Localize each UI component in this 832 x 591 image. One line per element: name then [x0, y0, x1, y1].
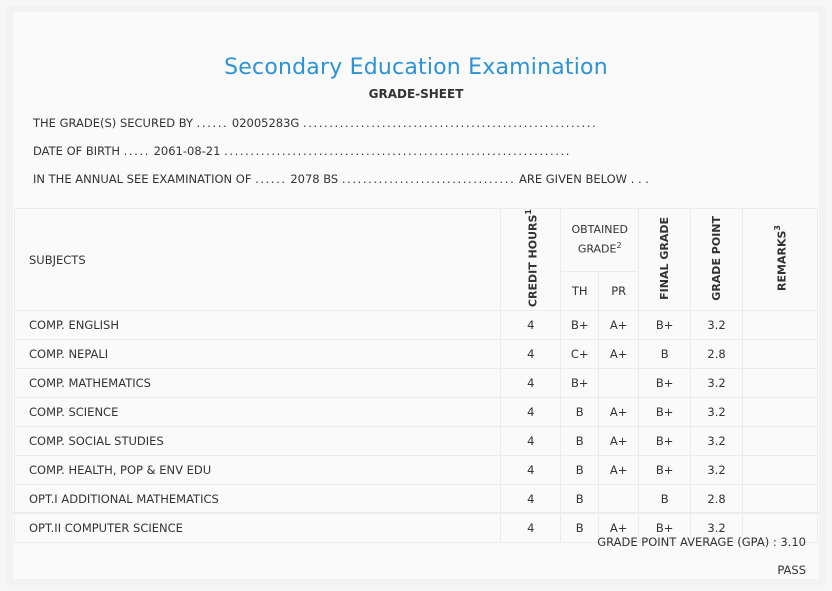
- exam-label: IN THE ANNUAL SEE EXAMINATION OF: [33, 172, 252, 186]
- th-grade-cell: B+: [561, 311, 599, 340]
- remarks-cell: [743, 398, 818, 427]
- table-row: [15, 456, 818, 485]
- subject-cell: COMP. SOCIAL STUDIES: [15, 427, 501, 456]
- page-frame: [7, 6, 825, 585]
- pr-grade-cell: A+: [599, 398, 639, 427]
- th-grade-cell: B+: [561, 369, 599, 398]
- subject-cell: COMP. ENGLISH: [15, 311, 501, 340]
- subject-cell: COMP. HEALTH, POP & ENV EDU: [15, 456, 501, 485]
- final-grade-cell: B+: [639, 311, 691, 340]
- remarks-header: REMARKS$^3$: [743, 209, 818, 311]
- table-row: [15, 340, 818, 369]
- table-row: [15, 311, 818, 340]
- credit-cell: 4: [501, 514, 561, 543]
- obtained-grade-header: OBTAINED GRADE$^2$: [561, 209, 639, 272]
- grade-point-cell: 3.2: [691, 311, 743, 340]
- table-row: [15, 398, 818, 427]
- gpa-value: 3.10: [780, 535, 806, 549]
- grade-point-cell: 2.8: [691, 340, 743, 369]
- th-header: TH: [561, 271, 599, 310]
- pr-grade-cell: A+: [599, 311, 639, 340]
- th-grade-cell: C+: [561, 340, 599, 369]
- grade-point-cell: 2.8: [691, 485, 743, 514]
- final-grade-cell: B+: [639, 398, 691, 427]
- subject-cell: OPT.II COMPUTER SCIENCE: [15, 514, 501, 543]
- dob-value: 2061-08-21: [153, 144, 221, 158]
- credit-cell: 4: [501, 340, 561, 369]
- credit-hours-header: CREDIT HOURS$^1$: [501, 209, 561, 311]
- table-row: [15, 369, 818, 398]
- grade-point-cell: 3.2: [691, 456, 743, 485]
- subject-cell: OPT.I ADDITIONAL MATHEMATICS: [15, 485, 501, 514]
- pr-grade-cell: [599, 369, 639, 398]
- pr-grade-cell: A+: [599, 514, 639, 543]
- final-grade-cell: B: [639, 340, 691, 369]
- remarks-cell: [743, 311, 818, 340]
- remarks-cell: [743, 456, 818, 485]
- th-grade-cell: B: [561, 427, 599, 456]
- final-grade-cell: B: [639, 485, 691, 514]
- credit-cell: 4: [501, 398, 561, 427]
- result-status: PASS: [777, 563, 806, 577]
- table-row: [15, 485, 818, 514]
- secured-by-line: THE GRADE(S) SECURED BY ...... 02005283G ........................................................: [33, 116, 598, 130]
- final-grade-cell: B+: [639, 369, 691, 398]
- grade-point-cell: 3.2: [691, 427, 743, 456]
- subjects-header: SUBJECTS: [15, 209, 501, 311]
- credit-cell: 4: [501, 311, 561, 340]
- remarks-cell: [743, 369, 818, 398]
- subject-cell: COMP. SCIENCE: [15, 398, 501, 427]
- exam-year: 2078 BS: [290, 172, 339, 186]
- final-grade-cell: B+: [639, 427, 691, 456]
- pr-grade-cell: [599, 485, 639, 514]
- pr-header: PR: [599, 271, 639, 310]
- gpa-line: [597, 535, 806, 549]
- grade-point-cell: 3.2: [691, 369, 743, 398]
- dob-label: DATE OF BIRTH: [33, 144, 121, 158]
- credit-cell: 4: [501, 456, 561, 485]
- pr-grade-cell: A+: [599, 456, 639, 485]
- remarks-cell: [743, 427, 818, 456]
- gpa-label: GRADE POINT AVERAGE (GPA) :: [597, 535, 777, 549]
- subject-cell: COMP. MATHEMATICS: [15, 369, 501, 398]
- subject-cell: COMP. NEPALI: [15, 340, 501, 369]
- divider: [13, 512, 819, 513]
- th-grade-cell: B: [561, 398, 599, 427]
- grades-table: [14, 208, 818, 543]
- credit-cell: 4: [501, 369, 561, 398]
- remarks-cell: [743, 340, 818, 369]
- credit-cell: 4: [501, 427, 561, 456]
- th-grade-cell: B: [561, 456, 599, 485]
- pr-grade-cell: A+: [599, 427, 639, 456]
- exam-suffix: ARE GIVEN BELOW . . .: [518, 172, 649, 186]
- grade-point-cell: 3.2: [691, 514, 743, 543]
- th-grade-cell: B: [561, 485, 599, 514]
- grade-point-header: GRADE POINT: [691, 209, 743, 311]
- th-grade-cell: B: [561, 514, 599, 543]
- credit-cell: 4: [501, 485, 561, 514]
- sheet-subtitle: GRADE-SHEET: [368, 87, 464, 101]
- page-title: Secondary Education Examination: [224, 55, 608, 80]
- symbol-number: 02005283G: [231, 116, 300, 130]
- grade-point-cell: 3.2: [691, 398, 743, 427]
- final-grade-cell: B+: [639, 456, 691, 485]
- dob-line: DATE OF BIRTH ..... 2061-08-21 ..................................................................: [33, 144, 571, 158]
- exam-line: IN THE ANNUAL SEE EXAMINATION OF ...... 2078 BS ................................. ARE GIVEN BELOW . . .: [33, 172, 649, 186]
- table-row: [15, 427, 818, 456]
- pr-grade-cell: A+: [599, 340, 639, 369]
- remarks-cell: [743, 485, 818, 514]
- grade-sheet: [13, 12, 819, 579]
- final-grade-cell: B+: [639, 514, 691, 543]
- final-grade-header: FINAL GRADE: [639, 209, 691, 311]
- secured-by-label: THE GRADE(S) SECURED BY: [33, 116, 194, 130]
